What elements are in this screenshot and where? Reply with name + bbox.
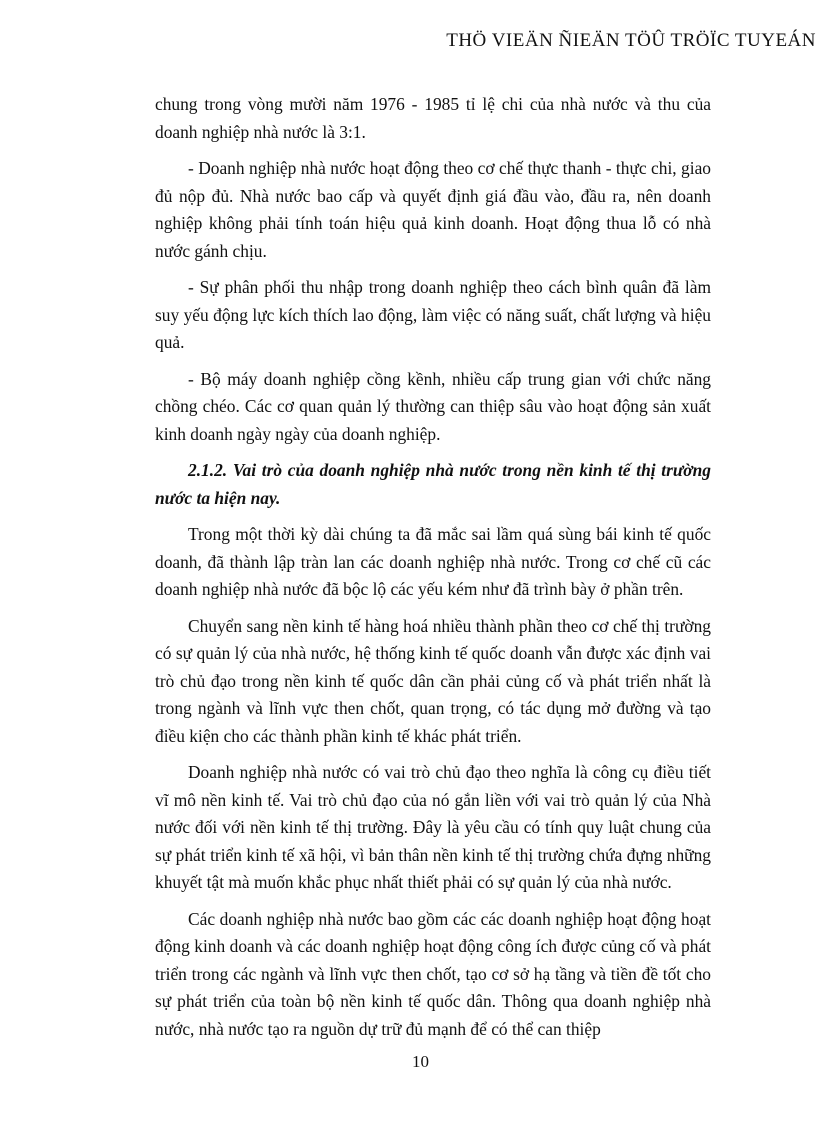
bullet-paragraph: - Doanh nghiệp nhà nước hoạt động theo cơ chế thực thanh - thực chi, giao đủ nộp đủ. Nhà nước bao cấp và quyết định giá đầu vào, đầu ra, nên doanh nghiệp không phải tính toán hiệu quả kinh doanh. Hoạt động thua lỗ có nhà nước gánh chịu. (155, 158, 711, 261)
paragraph: Các doanh nghiệp nhà nước bao gồm các các doanh nghiệp hoạt động hoạt động kinh doanh và các doanh nghiệp hoạt động công ích được củng cố và phát triển trong các ngành và lĩnh vực then chốt, tạo cơ sở hạ tầng và tiền đề tốt cho sự phát triển của toàn bộ nền kinh tế quốc dân. Thông qua doanh nghiệp nhà nước, nhà nước tạo ra nguồn dự trữ đủ mạnh để có thể can thiệp (155, 908, 711, 1039)
paragraph: Doanh nghiệp nhà nước có vai trò chủ đạo theo nghĩa là công cụ điều tiết vĩ mô nền kinh tế. Vai trò chủ đạo của nó gắn liền với vai trò quản lý của Nhà nước đối với nền kinh tế thị trường. Đây là yêu cầu có tính quy luật chung của sự phát triển kinh tế xã hội, vì bản thân nền kinh tế thị trường chứa đựng những khuyết tật mà muốn khắc phục nhất thiết phải có sự quản lý của nhà nước. (155, 762, 711, 892)
page-number: 10 (412, 1052, 429, 1071)
document-body (155, 91, 711, 1052)
paragraph: Trong một thời kỳ dài chúng ta đã mắc sai lầm quá sùng bái kinh tế quốc doanh, đã thành lập tràn lan các doanh nghiệp nhà nước. Trong cơ chế cũ các doanh nghiệp nhà nước đã bộc lộ các yếu kém như đã trình bày ở phần trên. (155, 524, 711, 599)
page-header-title: THÖ VIEÄN ÑIEÄN TÖÛ TRÖÏC TUYEÁN (446, 30, 816, 51)
paragraph: chung trong vòng mười năm 1976 - 1985 tỉ lệ chi của nhà nước và thu của doanh nghiệp nhà nước là 3:1. (155, 94, 711, 142)
bullet-paragraph: - Bộ máy doanh nghiệp cồng kềnh, nhiều cấp trung gian với chức năng chồng chéo. Các cơ quan quản lý thường can thiệp sâu vào hoạt động sản xuất kinh doanh ngày ngày của doanh nghiệp. (155, 368, 711, 444)
bullet-paragraph: - Sự phân phối thu nhập trong doanh nghiệp theo cách bình quân đã làm suy yếu động lực kích thích lao động, làm việc có năng suất, chất lượng và hiệu quả. (155, 277, 711, 352)
section-heading: 2.1.2. Vai trò của doanh nghiệp nhà nước trong nền kinh tế thị trường nước ta hiện nay. (155, 460, 711, 508)
paragraph: Chuyển sang nền kinh tế hàng hoá nhiều thành phần theo cơ chế thị trường có sự quản lý của nhà nước, hệ thống kinh tế quốc doanh vẫn được xác định vai trò chủ đạo trong nền kinh tế quốc dân cần phải củng cố và phát triển nhất là trong ngành và lĩnh vực then chốt, quan trọng, có tác dụng mở đường và tạo điều kiện cho các thành phần kinh tế khác phát triển. (155, 615, 711, 746)
